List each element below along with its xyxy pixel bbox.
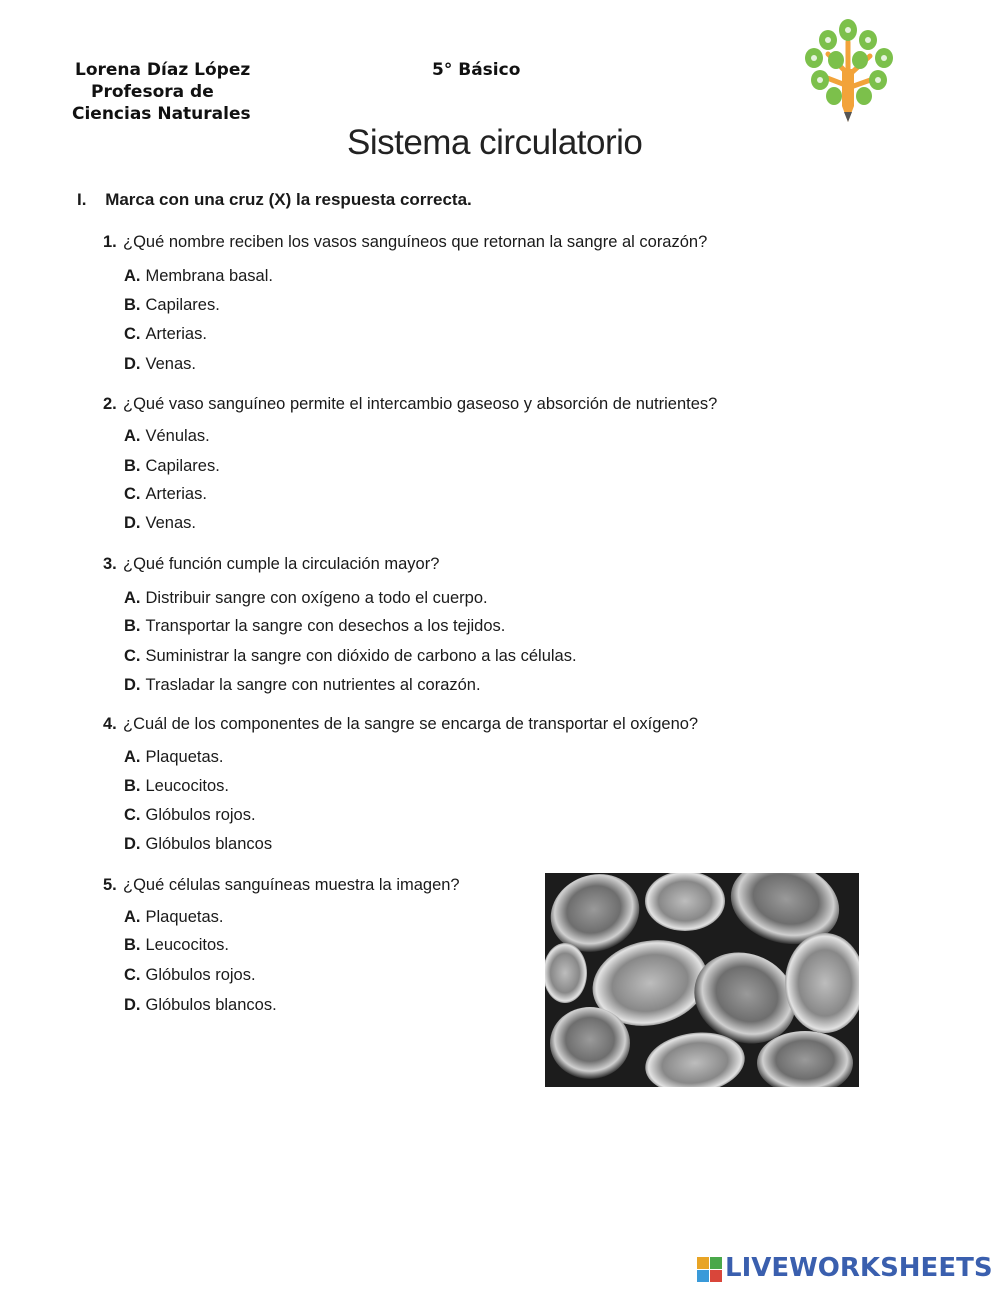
q2-option-b[interactable]	[124, 457, 220, 476]
question-number: 2.	[103, 395, 117, 413]
option-letter: D.	[124, 996, 141, 1014]
option-text: Membrana basal.	[145, 267, 273, 285]
question-text: ¿Qué vaso sanguíneo permite el intercambio gaseoso y absorción de nutrientes?	[123, 395, 718, 413]
option-text: Distribuir sangre con oxígeno a todo el cuerpo.	[145, 589, 488, 607]
option-text: Leucocitos.	[145, 777, 229, 795]
q5-option-a[interactable]	[124, 908, 223, 927]
q3-option-d[interactable]	[124, 676, 481, 695]
option-text: Glóbulos rojos.	[145, 806, 256, 824]
option-text: Trasladar la sangre con nutrientes al corazón.	[145, 676, 481, 694]
liveworksheets-logo-icon	[697, 1257, 723, 1283]
q5-option-c[interactable]	[124, 966, 256, 985]
option-letter: B.	[124, 777, 141, 795]
q3-option-a[interactable]	[124, 589, 488, 608]
q2-option-d[interactable]	[124, 514, 196, 533]
option-text: Plaquetas.	[145, 908, 224, 926]
option-letter: D.	[124, 355, 141, 373]
q4-option-c[interactable]	[124, 806, 256, 825]
q5-option-d[interactable]	[124, 996, 277, 1015]
q4-option-b[interactable]	[124, 777, 229, 796]
option-text: Glóbulos rojos.	[145, 966, 256, 984]
q1-option-d[interactable]	[124, 355, 196, 374]
option-text: Venas.	[145, 514, 196, 532]
option-letter: C.	[124, 647, 141, 665]
q4-option-d[interactable]	[124, 835, 272, 854]
option-text: Transportar la sangre con desechos a los tejidos.	[145, 617, 506, 635]
q1-option-a[interactable]	[124, 267, 273, 286]
q2-option-a[interactable]	[124, 427, 210, 446]
section-instruction: Marca con una cruz (X) la respuesta correcta.	[105, 190, 472, 209]
q2-option-c[interactable]	[124, 485, 207, 504]
option-text: Capilares.	[145, 457, 220, 475]
option-letter: C.	[124, 485, 141, 503]
q1-option-c[interactable]	[124, 325, 207, 344]
option-letter: D.	[124, 835, 141, 853]
question-number: 4.	[103, 715, 117, 733]
option-letter: A.	[124, 589, 141, 607]
tree-pencil-logo-icon	[798, 14, 902, 124]
option-letter: C.	[124, 806, 141, 824]
option-letter: B.	[124, 457, 141, 475]
grade-label: 5° Básico	[432, 60, 521, 80]
option-text: Leucocitos.	[145, 936, 229, 954]
question-2	[103, 395, 717, 414]
section-label: I.	[77, 190, 87, 209]
option-text: Suministrar la sangre con dióxido de carbono a las células.	[145, 647, 577, 665]
teacher-role-line-1: Profesora de	[91, 82, 214, 102]
question-1	[103, 233, 707, 252]
option-text: Arterias.	[145, 485, 207, 503]
option-letter: A.	[124, 267, 141, 285]
option-letter: B.	[124, 296, 141, 314]
option-text: Glóbulos blancos.	[145, 996, 277, 1014]
liveworksheets-wordmark: LIVEWORKSHEETS	[725, 1253, 993, 1283]
option-letter: D.	[124, 676, 141, 694]
q1-option-b[interactable]	[124, 296, 220, 315]
option-text: Vénulas.	[145, 427, 210, 445]
teacher-name: Lorena Díaz López	[75, 60, 251, 80]
red-blood-cells-image	[545, 873, 859, 1087]
q3-option-b[interactable]	[124, 617, 505, 636]
option-letter: A.	[124, 908, 141, 926]
option-letter: B.	[124, 617, 141, 635]
option-text: Plaquetas.	[145, 748, 224, 766]
option-text: Capilares.	[145, 296, 220, 314]
question-text: ¿Qué función cumple la circulación mayor?	[123, 555, 440, 573]
question-4	[103, 715, 698, 734]
question-text: ¿Qué células sanguíneas muestra la imagen?	[123, 876, 460, 894]
q3-option-c[interactable]	[124, 647, 577, 666]
page-title: Sistema circulatorio	[347, 123, 643, 162]
option-letter: B.	[124, 936, 141, 954]
question-5	[103, 876, 460, 895]
option-letter: C.	[124, 966, 141, 984]
section-heading	[77, 190, 472, 210]
option-letter: C.	[124, 325, 141, 343]
option-text: Glóbulos blancos	[145, 835, 273, 853]
question-3	[103, 555, 439, 574]
option-text: Arterias.	[145, 325, 207, 343]
option-letter: D.	[124, 514, 141, 532]
question-text: ¿Qué nombre reciben los vasos sanguíneos que retornan la sangre al corazón?	[123, 233, 708, 251]
question-number: 3.	[103, 555, 117, 573]
teacher-role-line-2: Ciencias Naturales	[72, 104, 251, 124]
question-number: 5.	[103, 876, 117, 894]
option-text: Venas.	[145, 355, 196, 373]
q5-option-b[interactable]	[124, 936, 229, 955]
option-letter: A.	[124, 748, 141, 766]
option-letter: A.	[124, 427, 141, 445]
question-number: 1.	[103, 233, 117, 251]
q4-option-a[interactable]	[124, 748, 223, 767]
question-text: ¿Cuál de los componentes de la sangre se encarga de transportar el oxígeno?	[123, 715, 699, 733]
